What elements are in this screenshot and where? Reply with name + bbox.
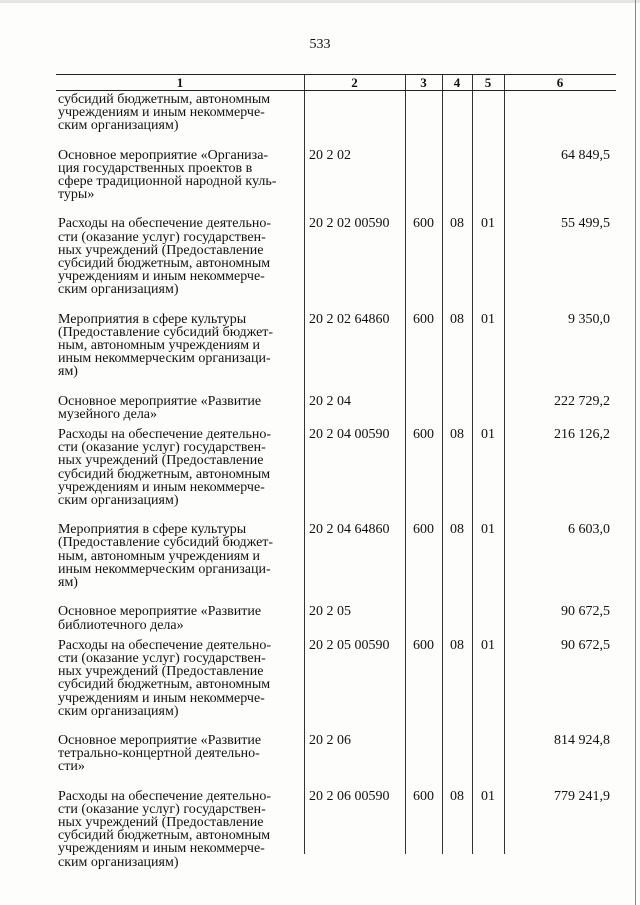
description-line: ных учреждений (Предоставление <box>58 664 264 680</box>
description-line: ных учреждений (Предоставление <box>58 814 264 830</box>
table-row <box>56 605 616 638</box>
row-description <box>56 790 304 869</box>
description-line: учреждениям и иным некоммерче- <box>58 479 265 495</box>
row-description <box>56 217 304 296</box>
row-amount: 64 849,5 <box>561 147 610 163</box>
description-line: иным некоммерческим организаци- <box>58 351 271 367</box>
table-row <box>56 428 616 523</box>
table-row <box>56 149 616 218</box>
row-description <box>56 93 304 133</box>
row-description <box>56 734 304 774</box>
description-line: библиотечного дела» <box>58 617 184 633</box>
description-line: туры» <box>58 187 95 203</box>
header-col-5: 5 <box>484 75 492 90</box>
description-line: Расходы на обеспечение деятельно- <box>58 637 271 653</box>
description-line: ям) <box>58 575 78 591</box>
description-line: ным, автономным учреждениям и <box>58 338 261 354</box>
row-amount: 90 672,5 <box>561 637 610 653</box>
page-number: 533 <box>309 37 331 52</box>
row-col-4 <box>442 605 472 631</box>
table-header <box>56 75 616 91</box>
row-amount: 90 672,5 <box>561 604 610 620</box>
row-col-5: 01 <box>481 637 495 653</box>
table-row <box>56 790 616 869</box>
row-amount <box>504 93 616 133</box>
row-col-5: 01 <box>481 311 495 327</box>
row-col-3: 600 <box>413 522 434 538</box>
table-row <box>56 734 616 790</box>
row-col-4: 08 <box>450 427 464 443</box>
description-line: ским организациям) <box>58 118 179 134</box>
row-col-4 <box>442 93 472 133</box>
row-col-3 <box>405 93 442 133</box>
description-line: иным некоммерческим организаци- <box>58 561 271 577</box>
description-line: сти (оказание услуг) государствен- <box>58 229 266 245</box>
row-col-5 <box>472 93 504 133</box>
row-col-4: 08 <box>450 637 464 653</box>
description-line: субсидий бюджетным, автономным <box>58 256 271 272</box>
description-line: Расходы на обеспечение деятельно- <box>58 427 271 443</box>
description-line: субсидий бюджетным, автономным <box>58 828 271 844</box>
row-col-3: 600 <box>413 788 434 804</box>
description-line: ным, автономным учреждениям и <box>58 548 261 564</box>
row-col-5: 01 <box>481 522 495 538</box>
table-body <box>56 91 616 869</box>
header-col-6: 6 <box>556 75 564 90</box>
row-col-3 <box>405 395 442 421</box>
row-amount: 55 499,5 <box>561 216 610 232</box>
row-col-5 <box>472 605 504 631</box>
scan-right-edge <box>635 0 636 905</box>
row-code: 20 2 04 64860 <box>309 522 390 538</box>
description-line: учреждениям и иным некоммерче- <box>58 841 265 857</box>
row-code: 20 2 04 00590 <box>309 427 390 443</box>
row-col-5 <box>472 395 504 421</box>
row-description <box>56 395 304 421</box>
row-code: 20 2 05 00590 <box>309 637 390 653</box>
description-line: сти (оказание услуг) государствен- <box>58 801 266 817</box>
budget-table <box>56 74 616 869</box>
table-row <box>56 639 616 734</box>
row-col-4 <box>442 149 472 202</box>
description-line: сти (оказание услуг) государствен- <box>58 440 266 456</box>
row-col-3 <box>405 605 442 631</box>
description-line: Расходы на обеспечение деятельно- <box>58 216 271 232</box>
description-line: сфере традиционной народной куль- <box>58 174 277 190</box>
description-line: субсидий бюджетным, автономным <box>58 92 271 107</box>
table-row <box>56 217 616 312</box>
table-row <box>56 395 616 428</box>
description-line: сти» <box>58 759 85 775</box>
description-line: (Предоставление субсидий бюджет- <box>58 324 274 340</box>
row-code: 20 2 06 <box>309 732 351 748</box>
description-line: учреждениям и иным некоммерче- <box>58 269 265 285</box>
row-col-5: 01 <box>481 216 495 232</box>
row-col-4 <box>442 395 472 421</box>
row-code: 20 2 05 <box>309 604 351 620</box>
description-line: ных учреждений (Предоставление <box>58 242 264 258</box>
description-line: ция государственных проектов в <box>58 160 253 176</box>
row-description <box>56 639 304 718</box>
row-description <box>56 605 304 631</box>
row-col-4: 08 <box>450 522 464 538</box>
row-code: 20 2 04 <box>309 393 351 409</box>
description-line: Основное мероприятие «Развитие <box>58 604 262 620</box>
table-row <box>56 313 616 395</box>
header-col-4: 4 <box>453 75 461 90</box>
row-amount: 9 350,0 <box>568 311 610 327</box>
row-col-5: 01 <box>481 788 495 804</box>
description-line: сти (оказание услуг) государствен- <box>58 650 266 666</box>
row-description <box>56 523 304 589</box>
description-line: Расходы на обеспечение деятельно- <box>58 788 271 804</box>
description-line: ных учреждений (Предоставление <box>58 453 264 469</box>
row-description <box>56 149 304 202</box>
table-row <box>56 91 616 149</box>
description-line: Основное мероприятие «Организа- <box>58 147 269 163</box>
description-line: Мероприятия в сфере культуры <box>58 522 247 538</box>
row-col-4: 08 <box>450 216 464 232</box>
description-line: субсидий бюджетным, автономным <box>58 677 271 693</box>
header-col-1: 1 <box>176 75 184 90</box>
description-line: тетрально-концертной деятельно- <box>58 746 260 762</box>
description-line: ским организациям) <box>58 493 179 509</box>
row-code: 20 2 02 <box>309 147 351 163</box>
row-col-4: 08 <box>450 788 464 804</box>
row-col-3: 600 <box>413 216 434 232</box>
header-col-2: 2 <box>351 75 358 90</box>
row-code <box>304 93 405 133</box>
description-line: учреждениям и иным некоммерче- <box>58 105 265 121</box>
row-col-3 <box>405 734 442 774</box>
row-amount: 222 729,2 <box>554 393 610 409</box>
row-col-4: 08 <box>450 311 464 327</box>
description-line: ским организациям) <box>58 854 179 870</box>
row-code: 20 2 02 64860 <box>309 311 390 327</box>
row-code: 20 2 06 00590 <box>309 788 390 804</box>
row-col-5 <box>472 734 504 774</box>
description-line: Основное мероприятие «Развитие <box>58 732 262 748</box>
description-line: ским организациям) <box>58 282 179 298</box>
description-line: учреждениям и иным некоммерче- <box>58 690 265 706</box>
description-line: ским организациям) <box>58 703 179 719</box>
row-amount: 6 603,0 <box>568 522 610 538</box>
description-line: Мероприятия в сфере культуры <box>58 311 247 327</box>
scan-top-edge <box>0 0 640 3</box>
row-col-3: 600 <box>413 311 434 327</box>
row-amount: 814 924,8 <box>554 732 610 748</box>
table-row <box>56 523 616 605</box>
row-description <box>56 428 304 507</box>
row-col-3: 600 <box>413 427 434 443</box>
row-col-4 <box>442 734 472 774</box>
description-line: субсидий бюджетным, автономным <box>58 466 271 482</box>
row-amount: 779 241,9 <box>554 788 610 804</box>
description-line: ям) <box>58 364 78 380</box>
description-line: музейного дела» <box>58 406 158 422</box>
row-col-5 <box>472 149 504 202</box>
row-code: 20 2 02 00590 <box>309 216 390 232</box>
header-col-3: 3 <box>420 75 427 90</box>
description-line: (Предоставление субсидий бюджет- <box>58 535 274 551</box>
row-col-3 <box>405 149 442 202</box>
row-description <box>56 313 304 379</box>
row-col-5: 01 <box>481 427 495 443</box>
row-amount: 216 126,2 <box>554 427 610 443</box>
description-line: Основное мероприятие «Развитие <box>58 393 262 409</box>
row-col-3: 600 <box>413 637 434 653</box>
